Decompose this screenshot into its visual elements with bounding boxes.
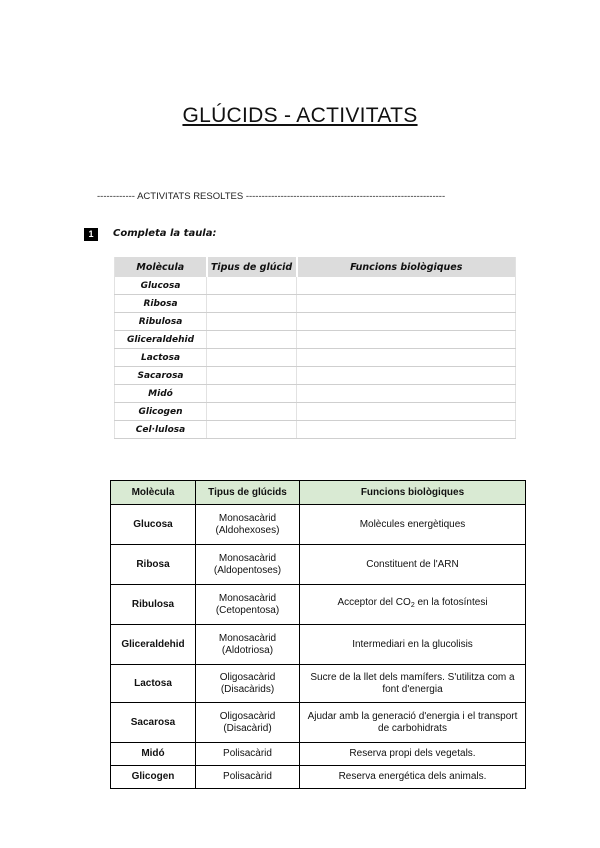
table-row — [115, 313, 516, 331]
answer-header-functions: Funcions biològiques — [300, 481, 526, 505]
answer-type — [196, 585, 300, 625]
blank-function-cell — [297, 385, 516, 403]
answer-type — [196, 665, 300, 703]
blank-molecule: Glicogen — [115, 403, 207, 421]
table-row — [111, 743, 526, 766]
table-row — [115, 403, 516, 421]
answer-function: Constituent de l'ARN — [300, 545, 526, 585]
blank-type-cell — [207, 313, 297, 331]
answer-type-detail: (Disacàrids) — [220, 683, 275, 695]
table-row — [111, 665, 526, 703]
answer-molecule: Glucosa — [111, 505, 196, 545]
answer-molecule: Gliceraldehid — [111, 625, 196, 665]
blank-function-cell — [297, 403, 516, 421]
blank-header-type: Tipus de glúcid — [207, 257, 297, 277]
answer-function: Reserva energética dels animals. — [300, 766, 526, 789]
blank-molecule: Sacarosa — [115, 367, 207, 385]
blank-type-cell — [207, 277, 297, 295]
answer-type-detail: (Cetopentosa) — [215, 604, 280, 616]
answer-type-main: Oligosacàrid — [219, 671, 276, 683]
blank-type-cell — [207, 331, 297, 349]
answer-function: Ajudar amb la generació d'energia i el transport de carbohidrats — [300, 703, 526, 743]
answer-function-post: en la fotosíntesi — [414, 597, 488, 608]
answer-function: Molècules energètiques — [300, 505, 526, 545]
blank-type-cell — [207, 385, 297, 403]
answer-type — [196, 505, 300, 545]
answer-molecule: Midó — [111, 743, 196, 766]
blank-molecule: Midó — [115, 385, 207, 403]
blank-function-cell — [297, 331, 516, 349]
blank-type-cell — [207, 367, 297, 385]
blank-header-functions: Funcions biològiques — [297, 257, 516, 277]
answer-molecule: Ribosa — [111, 545, 196, 585]
table-row — [111, 505, 526, 545]
table-row — [111, 585, 526, 625]
answer-header-molecule: Molècula — [111, 481, 196, 505]
table-row — [115, 277, 516, 295]
answer-table — [110, 480, 526, 789]
blank-function-cell — [297, 277, 516, 295]
table-row — [115, 295, 516, 313]
answer-molecule: Ribulosa — [111, 585, 196, 625]
answer-molecule: Lactosa — [111, 665, 196, 703]
answer-type — [196, 703, 300, 743]
answer-type-detail: (Aldopentoses) — [213, 564, 282, 576]
table-row — [115, 367, 516, 385]
answer-function — [300, 585, 526, 625]
table-row — [111, 703, 526, 743]
table-row — [115, 421, 516, 439]
blank-function-cell — [297, 421, 516, 439]
answer-type-main: Monosacàrid — [218, 552, 277, 564]
exercise-instruction: Completa la taula: — [113, 228, 217, 239]
answer-type-detail: (Aldohexoses) — [215, 524, 280, 536]
answer-function: Sucre de la llet dels mamífers. S'utilitza com a font d'energia — [300, 665, 526, 703]
page-title: GLÚCIDS - ACTIVITATS — [182, 104, 418, 127]
blank-header-molecule: Molècula — [115, 257, 207, 277]
blank-type-cell — [207, 421, 297, 439]
answer-header-type: Tipus de glúcids — [196, 481, 300, 505]
table-row — [111, 625, 526, 665]
blank-molecule: Glucosa — [115, 277, 207, 295]
answer-type: Polisacàrid — [196, 766, 300, 789]
table-row — [111, 766, 526, 789]
exercise-number: 1 — [84, 228, 98, 241]
answer-function: Intermediari en la glucolisis — [300, 625, 526, 665]
table-row — [115, 331, 516, 349]
blank-type-cell — [207, 403, 297, 421]
blank-function-cell — [297, 349, 516, 367]
blank-function-cell — [297, 295, 516, 313]
table-row — [115, 349, 516, 367]
table-row — [115, 385, 516, 403]
blank-molecule: Ribosa — [115, 295, 207, 313]
section-label: ------------ ACTIVITATS RESOLTES --------------------------------------------------------------- — [97, 191, 446, 202]
answer-molecule: Glicogen — [111, 766, 196, 789]
answer-type — [196, 545, 300, 585]
blank-type-cell — [207, 295, 297, 313]
blank-function-cell — [297, 313, 516, 331]
answer-type-detail: (Aldotriosa) — [221, 644, 274, 656]
answer-type: Polisacàrid — [196, 743, 300, 766]
blank-molecule: Lactosa — [115, 349, 207, 367]
answer-type-main: Monosacàrid — [218, 592, 277, 604]
blank-function-cell — [297, 367, 516, 385]
answer-type-main: Monosacàrid — [218, 512, 277, 524]
answer-type-main: Monosacàrid — [218, 632, 277, 644]
blank-molecule: Cel·lulosa — [115, 421, 207, 439]
answer-function-pre: Acceptor del CO — [337, 597, 411, 608]
answer-type — [196, 625, 300, 665]
answer-function: Reserva propi dels vegetals. — [300, 743, 526, 766]
blank-worksheet-table — [114, 257, 516, 439]
answer-type-main: Oligosacàrid — [219, 710, 276, 722]
blank-molecule: Gliceraldehid — [115, 331, 207, 349]
table-row — [111, 545, 526, 585]
answer-molecule: Sacarosa — [111, 703, 196, 743]
blank-molecule: Ribulosa — [115, 313, 207, 331]
blank-type-cell — [207, 349, 297, 367]
answer-type-detail: (Disacàrid) — [223, 722, 272, 734]
co2-subscript: 2 — [410, 602, 415, 609]
